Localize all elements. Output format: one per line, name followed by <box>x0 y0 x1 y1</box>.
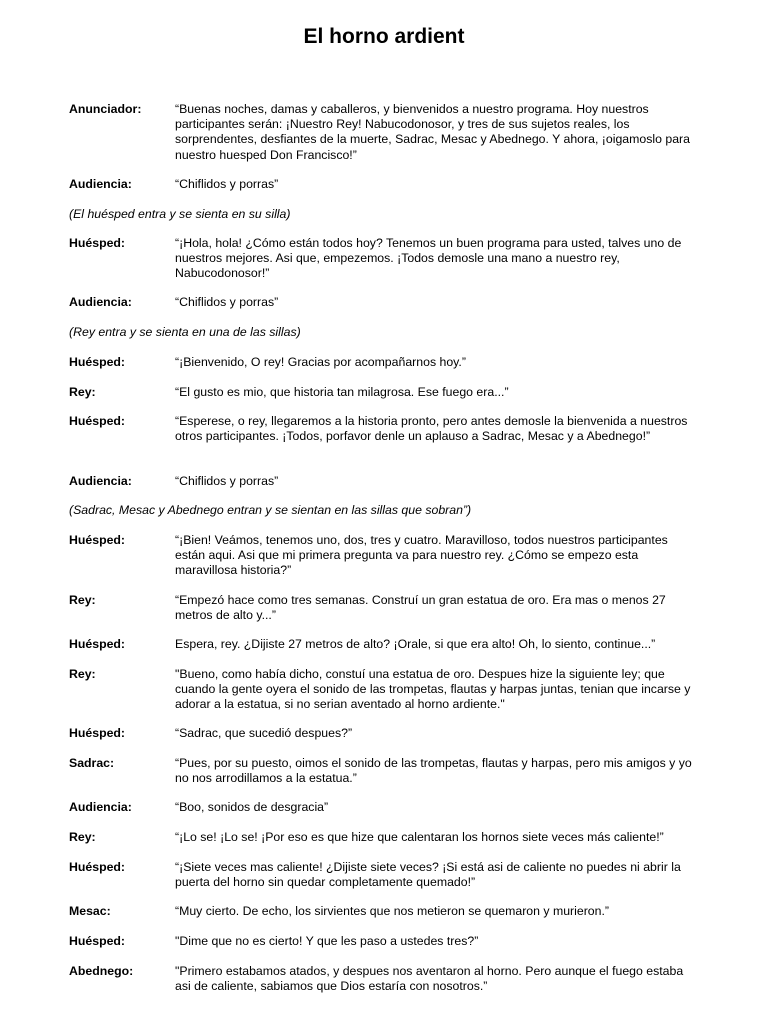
page-title: El horno ardient <box>303 25 465 48</box>
dialogue-text: “Chiflidos y porras” <box>175 177 279 191</box>
dialogue-text: “¡Bienvenido, O rey! Gracias por acompañarnos hoy.” <box>175 355 466 369</box>
dialogue-line <box>69 474 699 489</box>
speaker-label: Huésped: <box>69 860 126 874</box>
dialogue-line <box>69 756 699 786</box>
speaker-label: Rey: <box>69 385 96 399</box>
speaker-label: Huésped: <box>69 934 126 948</box>
stage-direction: (El huésped entra y se sienta en su silla) <box>69 207 291 221</box>
dialogue-text: "Primero estabamos atados, y despues nos aventaron al horno. Pero aunque el fuego estaba asi de caliente, sabiamos que Dios estaría con nosotros.” <box>175 964 684 994</box>
dialogue-text: “Buenas noches, damas y caballeros, y bienvenidos a nuestro programa. Hoy nuestros participantes serán: ¡Nuestro Rey! Nabucodonosor, y tres de sus sujetos reales, los sorprendentes, desfiantes de la muerte, Sadrac, Mesac y Abednego. Y ahora, ¡oigamoslo para nuestro huesped Don Francisco!” <box>175 102 690 162</box>
dialogue-line <box>69 593 699 623</box>
dialogue-line <box>69 904 699 919</box>
dialogue-line <box>69 726 699 741</box>
speaker-label: Rey: <box>69 667 96 681</box>
dialogue-text: “Sadrac, que sucedió despues?” <box>175 726 353 740</box>
speaker-label: Huésped: <box>69 236 126 250</box>
dialogue-text: “¡Hola, hola! ¿Cómo están todos hoy? Tenemos un buen programa para usted, talves uno de nuestros mejores. Asi que, empezemos. ¡Todos demosle una mano a nuestro rey, Nabucodonosor!” <box>175 236 682 281</box>
stage-direction: (Rey entra y se sienta en una de las sillas) <box>69 325 301 339</box>
speaker-label: Audiencia: <box>69 295 132 309</box>
speaker-label: Rey: <box>69 830 96 844</box>
dialogue-line <box>69 830 699 845</box>
stage-direction: (Sadrac, Mesac y Abednego entran y se sientan en las sillas que sobran”) <box>69 503 472 517</box>
dialogue-text: “Chiflidos y porras” <box>175 474 279 488</box>
dialogue-text: "Bueno, como había dicho, constuí una estatua de oro. Despues hize la siguiente ley; que cuando la gente oyera el sonido de las trompetas, flautas y harpas juntas, tenian que incarse y adorar a la estatua, si no serian aventado al horno ardiente." <box>175 667 691 712</box>
speaker-label: Audiencia: <box>69 800 132 814</box>
dialogue-text: “¡Lo se! ¡Lo se! ¡Por eso es que hize que calentaran los hornos siete veces más caliente!” <box>175 830 664 844</box>
dialogue-line <box>69 964 699 994</box>
dialogue-line <box>69 102 699 163</box>
dialogue-text: “El gusto es mio, que historia tan milagrosa. Ese fuego era...” <box>175 385 509 399</box>
dialogue-line <box>69 414 699 444</box>
dialogue-text: “Esperese, o rey, llegaremos a la historia pronto, pero antes demosle la bienvenida a nuestros otros participantes. ¡Todos, porfavor denle un aplauso a Sadrac, Mesac y a Abednego!” <box>175 414 688 444</box>
dialogue-text: “Empezó hace como tres semanas. Construí un gran estatua de oro. Era mas o menos 27 metros de alto y...” <box>175 593 666 623</box>
dialogue-text: "Dime que no es cierto! Y que les paso a ustedes tres?” <box>175 934 479 948</box>
dialogue-line <box>69 800 699 815</box>
dialogue-text: Espera, rey. ¿Dijiste 27 metros de alto? ¡Orale, si que era alto! Oh, lo siento, continue...” <box>175 637 656 651</box>
dialogue-line <box>69 385 699 400</box>
speaker-label: Huésped: <box>69 637 126 651</box>
dialogue-line <box>69 177 699 192</box>
speaker-label: Huésped: <box>69 533 126 547</box>
speaker-label: Audiencia: <box>69 474 132 488</box>
speaker-label: Huésped: <box>69 414 126 428</box>
dialogue-line <box>69 860 699 890</box>
dialogue-text: “¡Bien! Veámos, tenemos uno, dos, tres y cuatro. Maravilloso, todos nuestros participantes están aqui. Asi que mi primera pregunta va para nuestro rey. ¿Cómo se empezo esta maravillosa historia?” <box>175 533 668 578</box>
speaker-label: Abednego: <box>69 964 134 978</box>
dialogue-text: “Chiflidos y porras” <box>175 295 279 309</box>
dialogue-line <box>69 355 699 370</box>
dialogue-line <box>69 637 699 652</box>
dialogue-line <box>69 667 699 713</box>
speaker-label: Anunciador: <box>69 102 142 116</box>
dialogue-line <box>69 934 699 949</box>
speaker-label: Sadrac: <box>69 756 115 770</box>
dialogue-line <box>69 295 699 310</box>
speaker-label: Audiencia: <box>69 177 132 191</box>
speaker-label: Mesac: <box>69 904 111 918</box>
speaker-label: Rey: <box>69 593 96 607</box>
dialogue-text: “Boo, sonidos de desgracia” <box>175 800 329 814</box>
dialogue-line <box>69 533 699 579</box>
dialogue-line <box>69 236 699 282</box>
dialogue-text: “¡Siete veces mas caliente! ¿Dijiste siete veces? ¡Si está asi de caliente no puedes ni abrir la puerta del horno sin quedar completamente quemado!” <box>175 860 681 890</box>
speaker-label: Huésped: <box>69 726 126 740</box>
speaker-label: Huésped: <box>69 355 126 369</box>
dialogue-text: “Pues, por su puesto, oimos el sonido de las trompetas, flautas y harpas, pero mis amigos y yo no nos arrodillamos a la estatua.” <box>175 756 692 786</box>
dialogue-text: “Muy cierto. De echo, los sirvientes que nos metieron se quemaron y murieron.” <box>175 904 609 918</box>
